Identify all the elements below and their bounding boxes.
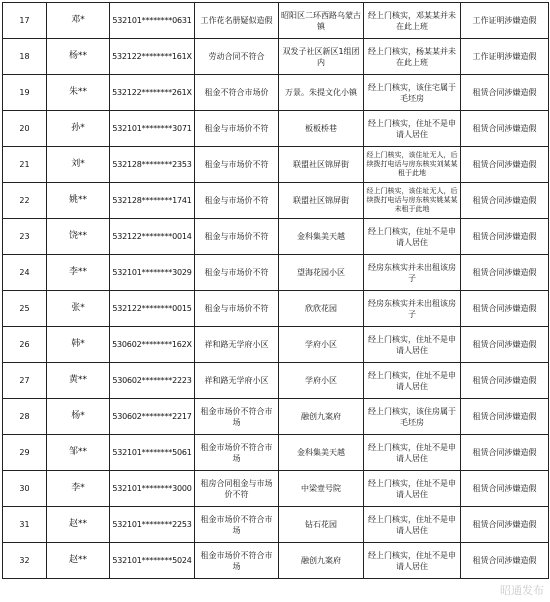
reason-cell: 租金与市场价不符 — [195, 147, 279, 183]
reason-cell: 租金不符合市场价 — [195, 75, 279, 111]
row-number-cell: 32 — [3, 543, 47, 579]
table-row — [3, 291, 549, 327]
verification-cell: 经上门核实，该住房属于毛坯房 — [364, 399, 461, 435]
reason-cell: 租金与市场价不符 — [195, 183, 279, 219]
row-number-cell: 19 — [3, 75, 47, 111]
address-cell: 双发子社区新区1组团内 — [279, 39, 364, 75]
row-number-cell: 31 — [3, 507, 47, 543]
reason-cell: 租房合同租金与市场价不符 — [195, 471, 279, 507]
row-number-cell: 22 — [3, 183, 47, 219]
id-number-cell: 532101********3029 — [110, 255, 195, 291]
address-cell: 联盟社区锦屏街 — [279, 147, 364, 183]
row-number-cell: 30 — [3, 471, 47, 507]
row-number-cell: 28 — [3, 399, 47, 435]
name-cell: 邹** — [47, 435, 110, 471]
table-row — [3, 363, 549, 399]
address-cell: 万景。朱提文化小镇 — [279, 75, 364, 111]
row-number-cell: 20 — [3, 111, 47, 147]
result-cell: 租赁合同涉嫌造假 — [461, 291, 549, 327]
verification-cell: 经房东核实并未出租该房子 — [364, 255, 461, 291]
table-row — [3, 183, 549, 219]
result-cell: 租赁合同涉嫌造假 — [461, 435, 549, 471]
id-number-cell: 530602********162X — [110, 327, 195, 363]
id-number-cell: 532122********161X — [110, 39, 195, 75]
reason-cell: 祥和路无学府小区 — [195, 327, 279, 363]
id-number-cell: 532128********2353 — [110, 147, 195, 183]
reason-cell: 租金与市场价不符 — [195, 219, 279, 255]
id-number-cell: 532101********3071 — [110, 111, 195, 147]
row-number-cell: 27 — [3, 363, 47, 399]
name-cell: 杨* — [47, 399, 110, 435]
reason-cell: 工作花名册疑似造假 — [195, 3, 279, 39]
id-number-cell: 532122********261X — [110, 75, 195, 111]
table-row — [3, 75, 549, 111]
address-cell: 金科集美天越 — [279, 435, 364, 471]
verification-cell: 经上门核实，住址不是申请人居住 — [364, 435, 461, 471]
id-number-cell: 532101********5024 — [110, 543, 195, 579]
verification-cell: 经上门核实，住址不是申请人居住 — [364, 327, 461, 363]
result-cell: 租赁合同涉嫌造假 — [461, 75, 549, 111]
table-row — [3, 147, 549, 183]
result-cell: 租赁合同涉嫌造假 — [461, 507, 549, 543]
address-cell: 中梁壹号院 — [279, 471, 364, 507]
table-row — [3, 435, 549, 471]
verification-cell: 经上门核实，住址不是申请人居住 — [364, 111, 461, 147]
id-number-cell: 532101********2253 — [110, 507, 195, 543]
row-number-cell: 29 — [3, 435, 47, 471]
result-cell: 租赁合同涉嫌造假 — [461, 183, 549, 219]
verification-cell: 经上门核实，住址不是申请人居住 — [364, 543, 461, 579]
address-cell: 欣欣花园 — [279, 291, 364, 327]
table-row — [3, 39, 549, 75]
reason-cell: 劳动合同不符合 — [195, 39, 279, 75]
name-cell: 孙* — [47, 111, 110, 147]
result-cell: 租赁合同涉嫌造假 — [461, 363, 549, 399]
table-body — [3, 3, 549, 579]
reason-cell: 租金市场价不符合市场 — [195, 543, 279, 579]
address-cell: 板板桥巷 — [279, 111, 364, 147]
id-number-cell: 532122********0015 — [110, 291, 195, 327]
address-cell: 昭阳区二环西路乌蒙古镇 — [279, 3, 364, 39]
name-cell: 朱** — [47, 75, 110, 111]
id-number-cell: 532101********0631 — [110, 3, 195, 39]
name-cell: 赵** — [47, 507, 110, 543]
result-cell: 租赁合同涉嫌造假 — [461, 327, 549, 363]
name-cell: 刘* — [47, 147, 110, 183]
row-number-cell: 18 — [3, 39, 47, 75]
row-number-cell: 26 — [3, 327, 47, 363]
verification-cell: 经上门核实，邓某某并未在此上班 — [364, 3, 461, 39]
name-cell: 张* — [47, 291, 110, 327]
result-cell: 工作证明涉嫌造假 — [461, 3, 549, 39]
verification-cell: 经上门核实，住址不是申请人居住 — [364, 471, 461, 507]
reason-cell: 租金与市场价不符 — [195, 291, 279, 327]
id-number-cell: 532128********1741 — [110, 183, 195, 219]
address-cell: 融创九案府 — [279, 543, 364, 579]
verification-cell: 经上门核实，该住址无人，后续拨打电话与房东核实姚某某未租于此地 — [364, 183, 461, 219]
row-number-cell: 25 — [3, 291, 47, 327]
id-number-cell: 530602********2223 — [110, 363, 195, 399]
table-row — [3, 255, 549, 291]
id-number-cell: 532122********0014 — [110, 219, 195, 255]
id-number-cell: 532101********5061 — [110, 435, 195, 471]
table-row — [3, 471, 549, 507]
verification-table — [2, 2, 549, 579]
reason-cell: 租金市场价不符合市场 — [195, 399, 279, 435]
result-cell: 租赁合同涉嫌造假 — [461, 255, 549, 291]
row-number-cell: 17 — [3, 3, 47, 39]
name-cell: 邓* — [47, 3, 110, 39]
reason-cell: 祥和路无学府小区 — [195, 363, 279, 399]
table-row — [3, 327, 549, 363]
result-cell: 租赁合同涉嫌造假 — [461, 543, 549, 579]
name-cell: 韩* — [47, 327, 110, 363]
row-number-cell: 21 — [3, 147, 47, 183]
watermark-text: 昭通发布 — [500, 584, 544, 597]
result-cell: 租赁合同涉嫌造假 — [461, 399, 549, 435]
table-row — [3, 111, 549, 147]
address-cell: 金科集美天越 — [279, 219, 364, 255]
verification-cell: 经上门核实，该住址无人，后续拨打电话与房东核实刘某某租于此地 — [364, 147, 461, 183]
table-row — [3, 219, 549, 255]
address-cell: 联盟社区锦屏街 — [279, 183, 364, 219]
address-cell: 融创九案府 — [279, 399, 364, 435]
result-cell: 租赁合同涉嫌造假 — [461, 111, 549, 147]
address-cell: 望海花园小区 — [279, 255, 364, 291]
result-cell: 租赁合同涉嫌造假 — [461, 471, 549, 507]
verification-cell: 经房东核实并未出租该房子 — [364, 291, 461, 327]
verification-cell: 经上门核实，住址不是申请人居住 — [364, 507, 461, 543]
result-cell: 租赁合同涉嫌造假 — [461, 219, 549, 255]
row-number-cell: 24 — [3, 255, 47, 291]
verification-cell: 经上门核实，住址不是申请人居住 — [364, 363, 461, 399]
name-cell: 李* — [47, 471, 110, 507]
verification-cell: 经上门核实，该住宅属于毛坯房 — [364, 75, 461, 111]
name-cell: 黄** — [47, 363, 110, 399]
verification-cell: 经上门核实，杨某某并未在此上班 — [364, 39, 461, 75]
table-row — [3, 507, 549, 543]
reason-cell: 租金与市场价不符 — [195, 111, 279, 147]
reason-cell: 租金市场价不符合市场 — [195, 507, 279, 543]
address-cell: 钻石花园 — [279, 507, 364, 543]
result-cell: 租赁合同涉嫌造假 — [461, 147, 549, 183]
name-cell: 赵** — [47, 543, 110, 579]
verification-cell: 经上门核实，住址不是申请人居住 — [364, 219, 461, 255]
row-number-cell: 23 — [3, 219, 47, 255]
reason-cell: 租金市场价不符合市场 — [195, 435, 279, 471]
table-row — [3, 3, 549, 39]
name-cell: 饶** — [47, 219, 110, 255]
id-number-cell: 532101********3000 — [110, 471, 195, 507]
address-cell: 学府小区 — [279, 363, 364, 399]
result-cell: 工作证明涉嫌造假 — [461, 39, 549, 75]
name-cell: 姚** — [47, 183, 110, 219]
table-row — [3, 543, 549, 579]
name-cell: 李** — [47, 255, 110, 291]
id-number-cell: 530602********2217 — [110, 399, 195, 435]
address-cell: 学府小区 — [279, 327, 364, 363]
table-row — [3, 399, 549, 435]
reason-cell: 租金与市场价不符 — [195, 255, 279, 291]
name-cell: 杨** — [47, 39, 110, 75]
